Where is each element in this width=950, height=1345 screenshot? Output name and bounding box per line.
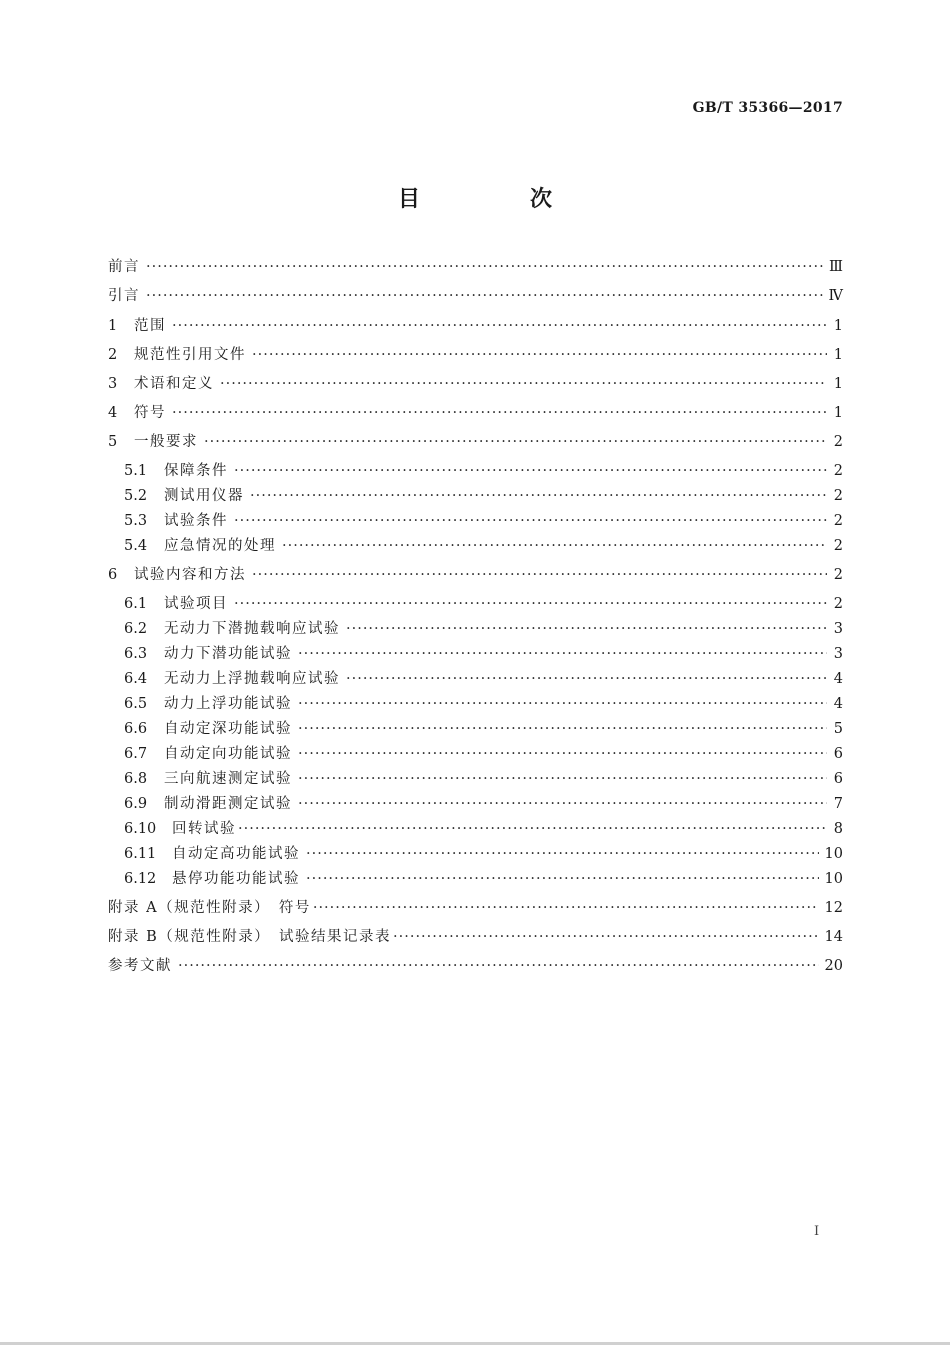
toc-entry-label: 规范性引用文件 <box>134 347 246 363</box>
toc-entry-label: 保障条件 <box>164 463 228 479</box>
toc-subentry[interactable] <box>108 620 843 645</box>
toc-entry-annex-b[interactable] <box>108 928 843 957</box>
dot-leader <box>172 317 827 335</box>
toc-entry-page: Ⅲ <box>829 259 843 275</box>
toc-entry-label: 应急情况的处理 <box>164 538 276 554</box>
toc-entry-page: 14 <box>824 929 843 945</box>
toc-entry-number: 6.5 <box>124 696 148 712</box>
toc-entry[interactable] <box>108 566 843 595</box>
toc-subentry[interactable] <box>108 670 843 695</box>
dot-leader <box>238 820 827 838</box>
toc-entry-label: 动力下潜功能试验 <box>164 646 292 662</box>
toc-entry-number: 5.3 <box>124 513 148 529</box>
toc-entry-number: 3 <box>108 376 118 392</box>
toc-subentry[interactable] <box>108 770 843 795</box>
dot-leader <box>282 537 827 555</box>
toc-entry-page: 2 <box>833 488 843 504</box>
toc-entry-label: 试验项目 <box>164 596 228 612</box>
toc-subentry[interactable] <box>108 595 843 620</box>
toc-entry-page: 1 <box>833 318 843 334</box>
toc-subentry[interactable] <box>108 512 843 537</box>
toc-subentry[interactable] <box>108 870 843 899</box>
dot-leader <box>393 928 819 946</box>
toc-entry-page: 3 <box>833 621 843 637</box>
toc-entry-number: 6.4 <box>124 671 148 687</box>
toc-entry-page: 5 <box>833 721 843 737</box>
toc-entry-page: 1 <box>833 347 843 363</box>
toc-entry-page: 2 <box>833 434 843 450</box>
toc-entry[interactable] <box>108 346 843 375</box>
standard-code: GB/T 35366—2017 <box>692 100 843 116</box>
toc-entry-number: 5.2 <box>124 488 148 504</box>
toc-entry-number: 6.11 <box>124 846 157 862</box>
toc-entry-number: 6.8 <box>124 771 148 787</box>
toc-entry-number: 6.7 <box>124 746 148 762</box>
toc-entry-number: 5 <box>108 434 118 450</box>
toc-entry-page: 7 <box>833 796 843 812</box>
toc-entry-number: 6.3 <box>124 646 148 662</box>
toc-entry-label: 范围 <box>134 318 166 334</box>
toc-subentry[interactable] <box>108 845 843 870</box>
dot-leader <box>298 695 827 713</box>
toc-entry[interactable] <box>108 375 843 404</box>
toc-entry-page: 8 <box>833 821 843 837</box>
toc-subentry[interactable] <box>108 695 843 720</box>
dot-leader <box>298 770 827 788</box>
dot-leader <box>204 433 827 451</box>
dot-leader <box>298 745 827 763</box>
toc-entry-label: 试验内容和方法 <box>134 567 246 583</box>
toc-entry-page: 10 <box>824 871 843 887</box>
dot-leader <box>178 957 819 975</box>
toc-entry-page: 6 <box>833 746 843 762</box>
toc-entry-label: 自动定深功能试验 <box>164 721 292 737</box>
toc-entry-label: 制动滑距测定试验 <box>164 796 292 812</box>
toc-entry-foreword[interactable] <box>108 258 843 287</box>
toc-entry-page: 4 <box>833 671 843 687</box>
toc-entry-number: 6.10 <box>124 821 157 837</box>
dot-leader <box>306 870 819 888</box>
toc-entry-number: 6.2 <box>124 621 148 637</box>
toc-entry-label: 悬停功能功能试验 <box>172 871 300 887</box>
toc-entry-page: 2 <box>833 567 843 583</box>
toc-entry-label: 引言 <box>108 288 140 304</box>
toc-entry-label: 自动定高功能试验 <box>172 846 300 862</box>
toc-entry-page: 2 <box>833 596 843 612</box>
toc-subentry[interactable] <box>108 537 843 566</box>
dot-leader <box>220 375 827 393</box>
table-of-contents <box>108 258 843 986</box>
toc-entry-page: 12 <box>824 900 843 916</box>
toc-entry-number: 5.1 <box>124 463 148 479</box>
toc-entry-label: 自动定向功能试验 <box>164 746 292 762</box>
toc-subentry[interactable] <box>108 487 843 512</box>
toc-entry-label: 测试用仪器 <box>164 488 244 504</box>
toc-subentry[interactable] <box>108 462 843 487</box>
toc-entry-page: 2 <box>833 463 843 479</box>
toc-entry-number: 6.6 <box>124 721 148 737</box>
page-number: Ⅰ <box>814 1224 820 1239</box>
dot-leader <box>250 487 827 505</box>
toc-entry-page: 20 <box>824 958 843 974</box>
dot-leader <box>234 595 827 613</box>
toc-entry-label: 动力上浮功能试验 <box>164 696 292 712</box>
toc-entry-label: 一般要求 <box>134 434 198 450</box>
toc-entry-number: 6.9 <box>124 796 148 812</box>
dot-leader <box>146 287 823 305</box>
dot-leader <box>234 462 827 480</box>
dot-leader <box>146 258 823 276</box>
toc-entry-label: 无动力上浮抛载响应试验 <box>164 671 340 687</box>
dot-leader <box>234 512 827 530</box>
toc-entry-page: 2 <box>833 513 843 529</box>
dot-leader <box>252 346 827 364</box>
toc-entry-page: 10 <box>824 846 843 862</box>
page-title: 目 次 <box>397 186 596 212</box>
toc-entry-number: 2 <box>108 347 118 363</box>
dot-leader <box>298 720 827 738</box>
toc-entry-label: 前言 <box>108 259 140 275</box>
toc-entry-number: 1 <box>108 318 118 334</box>
toc-subentry[interactable] <box>108 795 843 820</box>
dot-leader <box>298 645 827 663</box>
dot-leader <box>252 566 827 584</box>
toc-entry-introduction[interactable] <box>108 287 843 317</box>
toc-entry-label: 回转试验 <box>172 821 236 837</box>
toc-entry[interactable] <box>108 433 843 462</box>
toc-entry-page: 6 <box>833 771 843 787</box>
toc-subentry[interactable] <box>108 645 843 670</box>
toc-entry-bibliography[interactable] <box>108 957 843 986</box>
toc-entry-label: 试验条件 <box>164 513 228 529</box>
toc-entry-number: 4 <box>108 405 118 421</box>
toc-entry-annex-a[interactable] <box>108 899 843 928</box>
toc-entry-label: 附录 A（规范性附录） 符号 <box>108 900 311 916</box>
toc-entry[interactable] <box>108 404 843 433</box>
toc-subentry[interactable] <box>108 820 843 845</box>
toc-entry-label: 参考文献 <box>108 958 172 974</box>
toc-subentry[interactable] <box>108 720 843 745</box>
toc-entry-number: 6.1 <box>124 596 148 612</box>
toc-entry-number: 6.12 <box>124 871 157 887</box>
toc-entry-page: 1 <box>833 376 843 392</box>
dot-leader <box>298 795 827 813</box>
toc-entry-label: 附录 B（规范性附录） 试验结果记录表 <box>108 929 392 945</box>
toc-entry-number: 5.4 <box>124 538 148 554</box>
toc-entry[interactable] <box>108 317 843 346</box>
toc-entry-page: Ⅳ <box>828 288 843 304</box>
dot-leader <box>306 845 819 863</box>
toc-entry-label: 无动力下潜抛载响应试验 <box>164 621 340 637</box>
toc-entry-number: 6 <box>108 567 118 583</box>
toc-entry-page: 1 <box>833 405 843 421</box>
toc-entry-label: 三向航速测定试验 <box>164 771 292 787</box>
dot-leader <box>346 620 827 638</box>
toc-subentry[interactable] <box>108 745 843 770</box>
toc-entry-label: 符号 <box>134 405 166 421</box>
toc-entry-page: 3 <box>833 646 843 662</box>
toc-entry-label: 术语和定义 <box>134 376 214 392</box>
dot-leader <box>172 404 827 422</box>
dot-leader <box>346 670 827 688</box>
toc-entry-page: 2 <box>833 538 843 554</box>
dot-leader <box>313 899 819 917</box>
toc-entry-page: 4 <box>833 696 843 712</box>
